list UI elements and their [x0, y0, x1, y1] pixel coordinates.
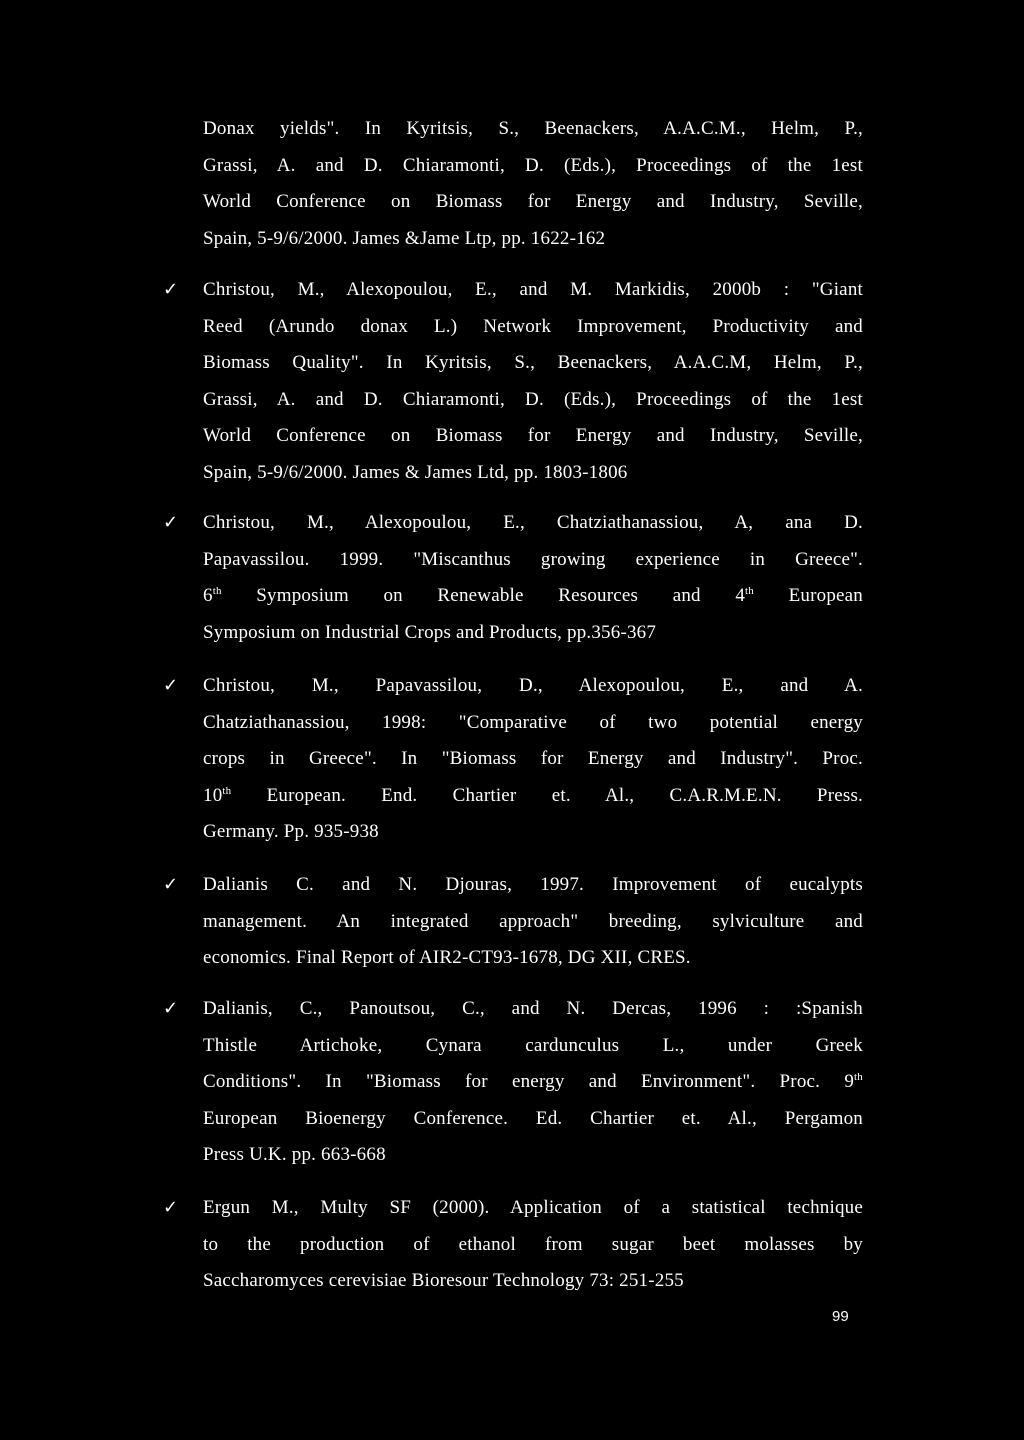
- reference-entry-1: [203, 111, 863, 257]
- reference-entry-2: [203, 272, 863, 491]
- reference-line: Donax yields". In Kyritsis, S., Beenackers, A.A.C.M., Helm, P.,: [203, 118, 863, 139]
- reference-line: management. An integrated approach" breeding, sylviculture and: [203, 910, 863, 932]
- reference-entry-5: [203, 867, 863, 977]
- reference-line: Saccharomyces cerevisiae Bioresour Technology 73: 251-255: [203, 1270, 684, 1291]
- reference-entry-4: [203, 668, 863, 851]
- reference-entry-7: [203, 1190, 863, 1300]
- reference-line: Press U.K. pp. 663-668: [203, 1144, 386, 1165]
- reference-line: Papavassilou. 1999. "Miscanthus growing experience in Greece".: [203, 548, 863, 570]
- reference-line: Grassi, A. and D. Chiaramonti, D. (Eds.), Proceedings of the 1est: [203, 154, 863, 176]
- checkmark-icon: ✓: [163, 279, 179, 300]
- reference-line: 10th European. End. Chartier et. Al., C.A.R.M.E.N. Press.: [203, 784, 863, 806]
- reference-line: Christou, M., Alexopoulou, E., Chatziathanassiou, A, ana D.: [203, 512, 863, 533]
- reference-line: Christou, M., Alexopoulou, E., and M. Markidis, 2000b : "Giant: [203, 279, 863, 300]
- reference-line: World Conference on Biomass for Energy and Industry, Seville,: [203, 425, 863, 446]
- reference-line: Biomass Quality". In Kyritsis, S., Beenackers, A.A.C.M, Helm, P.,: [203, 352, 863, 373]
- checkmark-icon: ✓: [163, 1197, 179, 1218]
- checkmark-icon: ✓: [163, 512, 179, 533]
- reference-line: Ergun M., Multy SF (2000). Application of a statistical technique: [203, 1197, 863, 1218]
- reference-line: Thistle Artichoke, Cynara cardunculus L., under Greek: [203, 1034, 863, 1056]
- reference-line: to the production of ethanol from sugar beet molasses by: [203, 1233, 863, 1255]
- checkmark-icon: ✓: [163, 874, 179, 895]
- reference-line: 6th Symposium on Renewable Resources and 4th European: [203, 585, 863, 606]
- reference-line: Grassi, A. and D. Chiaramonti, D. (Eds.), Proceedings of the 1est: [203, 388, 863, 410]
- reference-entry-3: [203, 505, 863, 651]
- reference-line: economics. Final Report of AIR2-CT93-1678, DG XII, CRES.: [203, 947, 691, 968]
- reference-line: Germany. Pp. 935-938: [203, 821, 379, 842]
- page-number: 99: [832, 1308, 849, 1325]
- reference-line: Spain, 5-9/6/2000. James & James Ltd, pp. 1803-1806: [203, 461, 628, 483]
- reference-line: Conditions". In "Biomass for energy and Environment". Proc. 9th: [203, 1071, 863, 1092]
- reference-line: Chatziathanassiou, 1998: "Comparative of two potential energy: [203, 711, 863, 733]
- reference-line: Spain, 5-9/6/2000. James &Jame Ltp, pp. 1622-162: [203, 227, 606, 249]
- reference-line: European Bioenergy Conference. Ed. Chartier et. Al., Pergamon: [203, 1107, 863, 1129]
- checkmark-icon: ✓: [163, 675, 179, 696]
- reference-line: Reed (Arundo donax L.) Network Improvement, Productivity and: [203, 315, 863, 337]
- reference-line: Symposium on Industrial Crops and Products, pp.356-367: [203, 621, 657, 643]
- reference-line: World Conference on Biomass for Energy and Industry, Seville,: [203, 191, 863, 212]
- reference-line: crops in Greece". In "Biomass for Energy and Industry". Proc.: [203, 748, 863, 769]
- reference-entry-6: [203, 991, 863, 1174]
- checkmark-icon: ✓: [163, 998, 179, 1019]
- reference-line: Dalianis C. and N. Djouras, 1997. Improvement of eucalypts: [203, 874, 863, 895]
- reference-line: Dalianis, C., Panoutsou, C., and N. Dercas, 1996 : :Spanish: [203, 998, 863, 1019]
- reference-line: Christou, M., Papavassilou, D., Alexopoulou, E., and A.: [203, 675, 863, 696]
